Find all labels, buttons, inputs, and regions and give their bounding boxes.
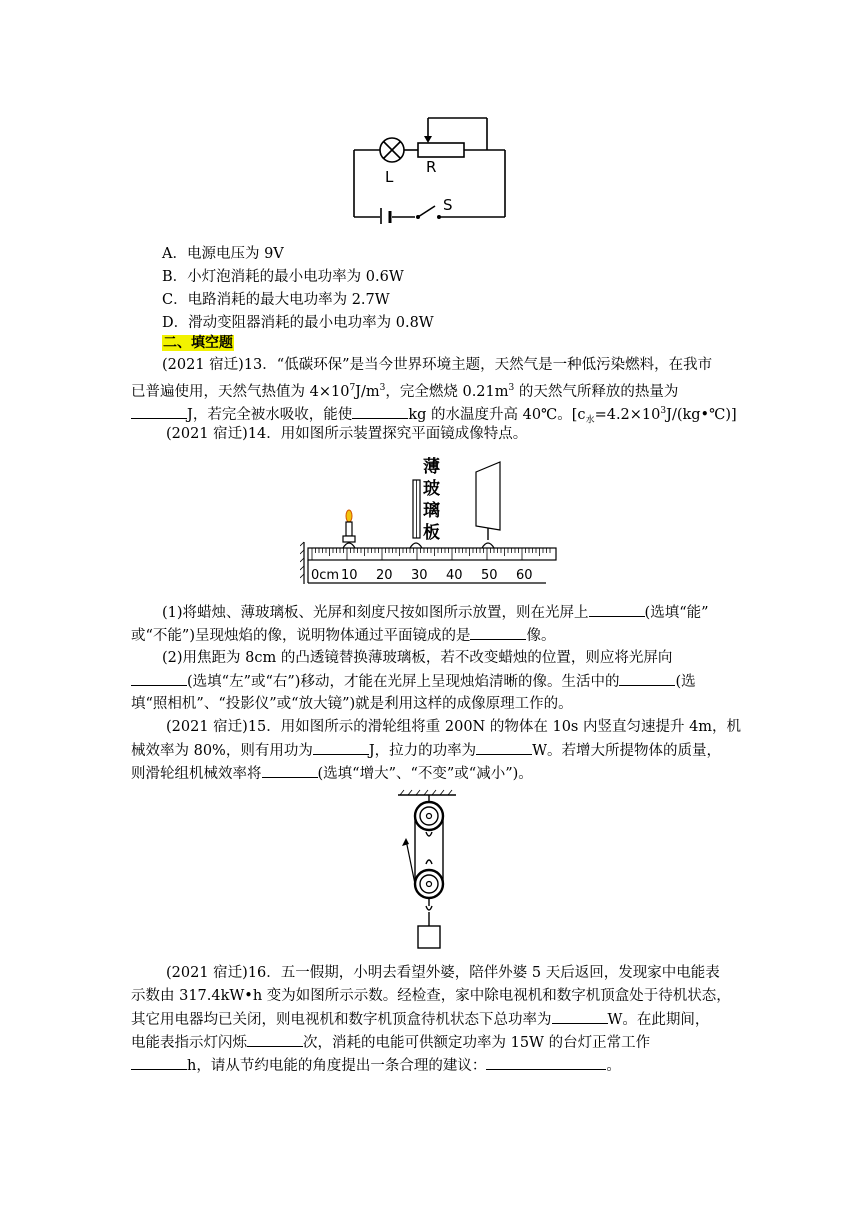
plate-label-char: 板 [423, 523, 440, 543]
q15-line3: 则滑轮组机械效率将 (选填“增大”、“不变”或“减小”)。 [131, 763, 533, 784]
ruler-tick-label: 30 [411, 568, 428, 583]
q16-line2: 示数由 317.4kW•h 变为如图所示示数。经检查，家中除电视机和数字机顶盒处于待机状态， [131, 988, 731, 1004]
answer-blank[interactable] [476, 740, 532, 755]
ruler-tick-label: 60 [516, 568, 533, 583]
q14-part1-line1: (1)将蜡烛、薄玻璃板、光屏和刻度尺按如图所示放置，则在光屏上 (选填“能” [162, 602, 709, 623]
q14-part1-line2: 或“不能”)呈现烛焰的像，说明物体通过平面镜成的是 像。 [131, 625, 555, 646]
answer-blank[interactable] [470, 625, 526, 640]
section-heading [162, 333, 234, 353]
ruler-tick-label: 0cm [311, 568, 340, 583]
q15-line1: (2021 宿迁)15．用如图所示的滑轮组将重 200N 的物体在 10s 内竖直匀速提升 4m，机 [166, 719, 742, 735]
option-a: A．电源电压为 9V [162, 246, 284, 262]
circuit-diagram [345, 112, 515, 224]
q14-part2-line1: (2)用焦距为 8cm 的凸透镜替换薄玻璃板，若不改变蜡烛的位置，则应将光屏向 [162, 650, 673, 666]
answer-blank[interactable] [131, 404, 187, 419]
q16-line5: h，请从节约电能的角度提出一条合理的建议： 。 [131, 1055, 621, 1076]
mirror-apparatus-figure [300, 450, 560, 588]
answer-blank[interactable] [313, 740, 369, 755]
ruler-tick-label: 20 [376, 568, 393, 583]
option-c: C．电路消耗的最大电功率为 2.7W [162, 292, 390, 308]
q13-line1: (2021 宿迁)13．“低碳环保”是当今世界环境主题，天然气是一种低污染燃料，在我市 [162, 357, 713, 373]
option-b: B．小灯泡消耗的最小电功率为 0.6W [162, 269, 404, 285]
q16-line4: 电能表指示灯闪烁 次，消耗的电能可供额定功率为 15W 的台灯正常工作 [131, 1032, 650, 1053]
answer-blank[interactable] [131, 1055, 187, 1070]
q13-line2: 已普遍使用，天然气热值为 $4\times 10^7J/m^3$，完全燃烧 $0.21m^3$ 的天然气所释放的热量为 [131, 383, 679, 400]
answer-blank[interactable] [486, 1055, 606, 1070]
answer-blank[interactable] [247, 1032, 303, 1047]
ruler-tick-label: 10 [341, 568, 358, 583]
resistor-label: R [426, 158, 437, 176]
plate-label-char: 璃 [423, 501, 440, 521]
lamp-label: L [385, 168, 394, 186]
q16-line1: (2021 宿迁)16．五一假期，小明去看望外婆，陪伴外婆 5 天后返回，发现家中电能表 [166, 965, 720, 981]
answer-blank[interactable] [262, 763, 318, 778]
pulley-system-figure [396, 788, 468, 952]
section-heading-text: 二、填空题 [163, 335, 233, 351]
answer-blank[interactable] [619, 671, 675, 686]
plate-label-char: 薄 [423, 457, 440, 477]
plate-label-char: 玻 [423, 479, 440, 499]
switch-label: S [443, 196, 453, 214]
ruler-tick-label: 40 [446, 568, 463, 583]
answer-blank[interactable] [589, 602, 645, 617]
q13-line3: J，若完全被水吸收，能使 kg 的水温度升高 40℃。$[c_水=4.2\times 10^3J/(kg•℃)]$ [131, 401, 737, 431]
q14-line1: (2021 宿迁)14．用如图所示装置探究平面镜成像特点。 [166, 426, 528, 442]
answer-blank[interactable] [552, 1009, 608, 1024]
q14-part2-line2: (选填“左”或“右”)移动，才能在光屏上呈现烛焰清晰的像。生活中的 (选 [131, 671, 696, 692]
q14-part2-line3: 填“照相机”、“投影仪”或“放大镜”)就是利用这样的成像原理工作的。 [131, 696, 573, 712]
answer-blank[interactable] [352, 404, 408, 419]
q16-line3: 其它用电器均已关闭，则电视机和数字机顶盒待机状态下总功率为 W。在此期间， [131, 1009, 709, 1030]
ruler-tick-label: 50 [481, 568, 498, 583]
q15-line2: 械效率为 80%，则有用功为 J，拉力的功率为 W。若增大所提物体的质量， [131, 740, 721, 761]
answer-blank[interactable] [131, 671, 187, 686]
option-d: D．滑动变阻器消耗的最小电功率为 0.8W [162, 315, 434, 331]
